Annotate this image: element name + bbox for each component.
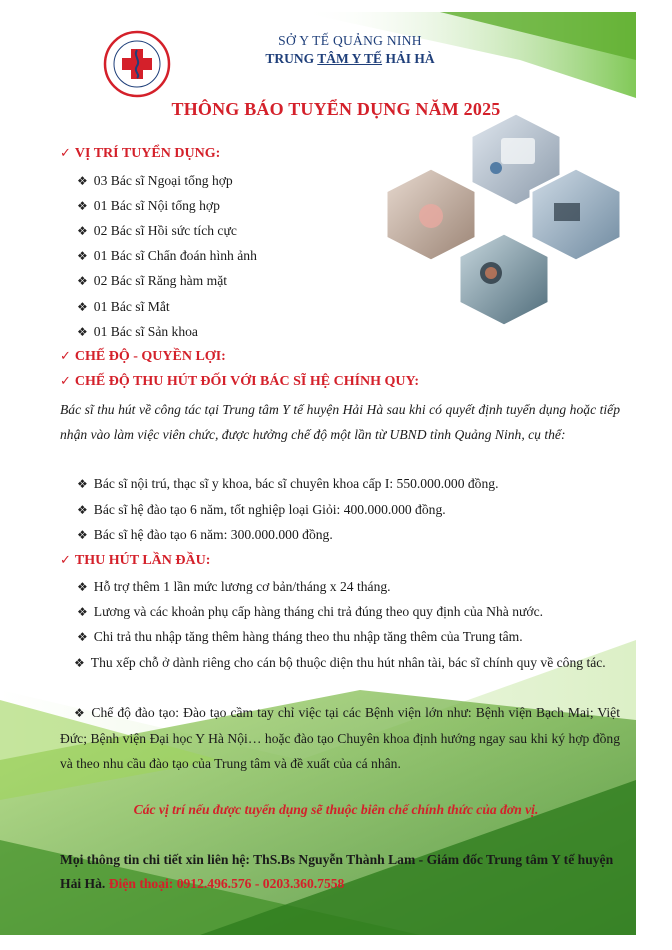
- diamond-bullet-icon: ❖: [77, 605, 88, 619]
- list-item: ❖ 01 Bác sĩ Chẩn đoán hình ảnh: [77, 248, 257, 263]
- list-item: ❖ Chi trả thu nhập tăng thêm hàng tháng theo thu nhập tăng thêm của Trung tâm.: [77, 629, 523, 644]
- list-item: ❖ 01 Bác sĩ Mắt: [77, 299, 170, 314]
- diamond-bullet-icon: ❖: [77, 503, 88, 517]
- diamond-bullet-icon: ❖: [77, 528, 88, 542]
- housing-benefit: ❖ Thu xếp chỗ ở dành riêng cho cán bộ thuộc diện thu hút nhân tài, bác sĩ chính quy về công tác.: [74, 655, 606, 670]
- check-icon: ✓: [60, 553, 71, 568]
- check-icon: ✓: [60, 146, 71, 161]
- section-label: CHẾ ĐỘ - QUYỀN LỢI:: [74, 349, 226, 364]
- diamond-bullet-icon: ❖: [77, 580, 88, 594]
- contact-text: Mọi thông tin chi tiết xin liên hệ: ThS.Bs Nguyễn Thành Lam - Giám đốc Trung tâm Y tế huyện Hải Hà.: [60, 852, 614, 891]
- page-title: THÔNG BÁO TUYỂN DỤNG NĂM 2025: [171, 99, 501, 119]
- check-icon: ✓: [60, 349, 71, 364]
- diamond-bullet-icon: ❖: [74, 656, 85, 670]
- diamond-bullet-icon: ❖: [77, 174, 88, 188]
- center-name-part3: HẢI HÀ: [382, 51, 435, 66]
- list-item: ❖ 03 Bác sĩ Ngoại tổng hợp: [77, 173, 233, 188]
- list-item: ❖ Lương và các khoản phụ cấp hàng tháng chi trả đúng theo quy định của Nhà nước.: [77, 604, 544, 619]
- photo-hexagon-endoscopy: [459, 233, 549, 326]
- list-item: ❖ 02 Bác sĩ Hồi sức tích cực: [77, 223, 237, 238]
- check-icon: ✓: [60, 374, 71, 389]
- diamond-bullet-icon: ❖: [77, 325, 88, 339]
- center-name-part2: TÂM Y TẾ: [317, 51, 383, 66]
- diamond-bullet-icon: ❖: [77, 477, 88, 491]
- diamond-bullet-icon: ❖: [77, 199, 88, 213]
- diamond-bullet-icon: ❖: [77, 224, 88, 238]
- center-name: [200, 51, 500, 67]
- section-regular-heading: [60, 374, 419, 390]
- list-item: ❖ 02 Bác sĩ Răng hàm mặt: [77, 273, 228, 288]
- diamond-bullet-icon: ❖: [74, 706, 86, 720]
- list-item: ❖ 01 Bác sĩ Nội tổng hợp: [77, 198, 220, 213]
- section-positions-heading: [60, 146, 220, 162]
- medical-cross-logo: [103, 30, 171, 98]
- list-item: ❖ Bác sĩ nội trú, thạc sĩ y khoa, bác sĩ chuyên khoa cấp I: 550.000.000 đồng.: [77, 476, 499, 491]
- diamond-bullet-icon: ❖: [77, 249, 88, 263]
- list-item: ❖ Hỗ trợ thêm 1 lần mức lương cơ bản/tháng x 24 tháng.: [77, 579, 391, 594]
- list-item: ❖ Bác sĩ hệ đào tạo 6 năm: 300.000.000 đồng.: [77, 527, 333, 542]
- contact-phone: Điện thoại: 0912.496.576 - 0203.360.7558: [108, 876, 345, 891]
- organization-header: [200, 33, 500, 67]
- staffing-note: Các vị trí nếu được tuyển dụng sẽ thuộc biên chế chính thức của đơn vị.: [133, 802, 539, 817]
- diamond-bullet-icon: ❖: [77, 300, 88, 314]
- section-label: CHẾ ĐỘ THU HÚT ĐỐI VỚI BÁC SĨ HỆ CHÍNH QUY:: [74, 374, 420, 389]
- diamond-bullet-icon: ❖: [77, 274, 88, 288]
- list-item: ❖ Bác sĩ hệ đào tạo 6 năm, tốt nghiệp loại Giỏi: 400.000.000 đồng.: [77, 502, 446, 517]
- section-label: VỊ TRÍ TUYỂN DỤNG:: [74, 146, 221, 161]
- diamond-bullet-icon: ❖: [77, 630, 88, 644]
- contact-info: [60, 848, 620, 896]
- section-label: THU HÚT LẦN ĐẦU:: [74, 553, 211, 568]
- regular-intro-paragraph: Bác sĩ thu hút về công tác tại Trung tâm Y tế huyện Hải Hà sau khi có quyết định tuyển dụng hoặc tiếp nhận vào làm việc viên chức, được hưởng chế độ một lần từ UBND tỉnh Quảng Ninh, cụ thể:: [60, 402, 620, 442]
- center-name-part1: TRUNG: [265, 51, 318, 66]
- section-benefits-heading: [60, 349, 226, 365]
- department-name: SỞ Y TẾ QUẢNG NINH: [278, 33, 422, 48]
- hospital-photo-collage: [386, 108, 622, 338]
- section-first-heading: [60, 553, 210, 569]
- list-item: ❖ 01 Bác sĩ Sản khoa: [77, 324, 198, 339]
- training-benefit: ❖ Chế độ đào tạo: Đào tạo cầm tay chỉ việc tại các Bệnh viện lớn như: Bệnh viện Bạch Mai; Việt Đức; Bệnh viện Đại học Y Hà Nội… hoặc đào tạo Chuyên khoa định hướng ngay sau khi ký hợp đồng và theo nhu cầu đào tạo của Trung tâm và đề xuất của cá nhân.: [60, 705, 620, 771]
